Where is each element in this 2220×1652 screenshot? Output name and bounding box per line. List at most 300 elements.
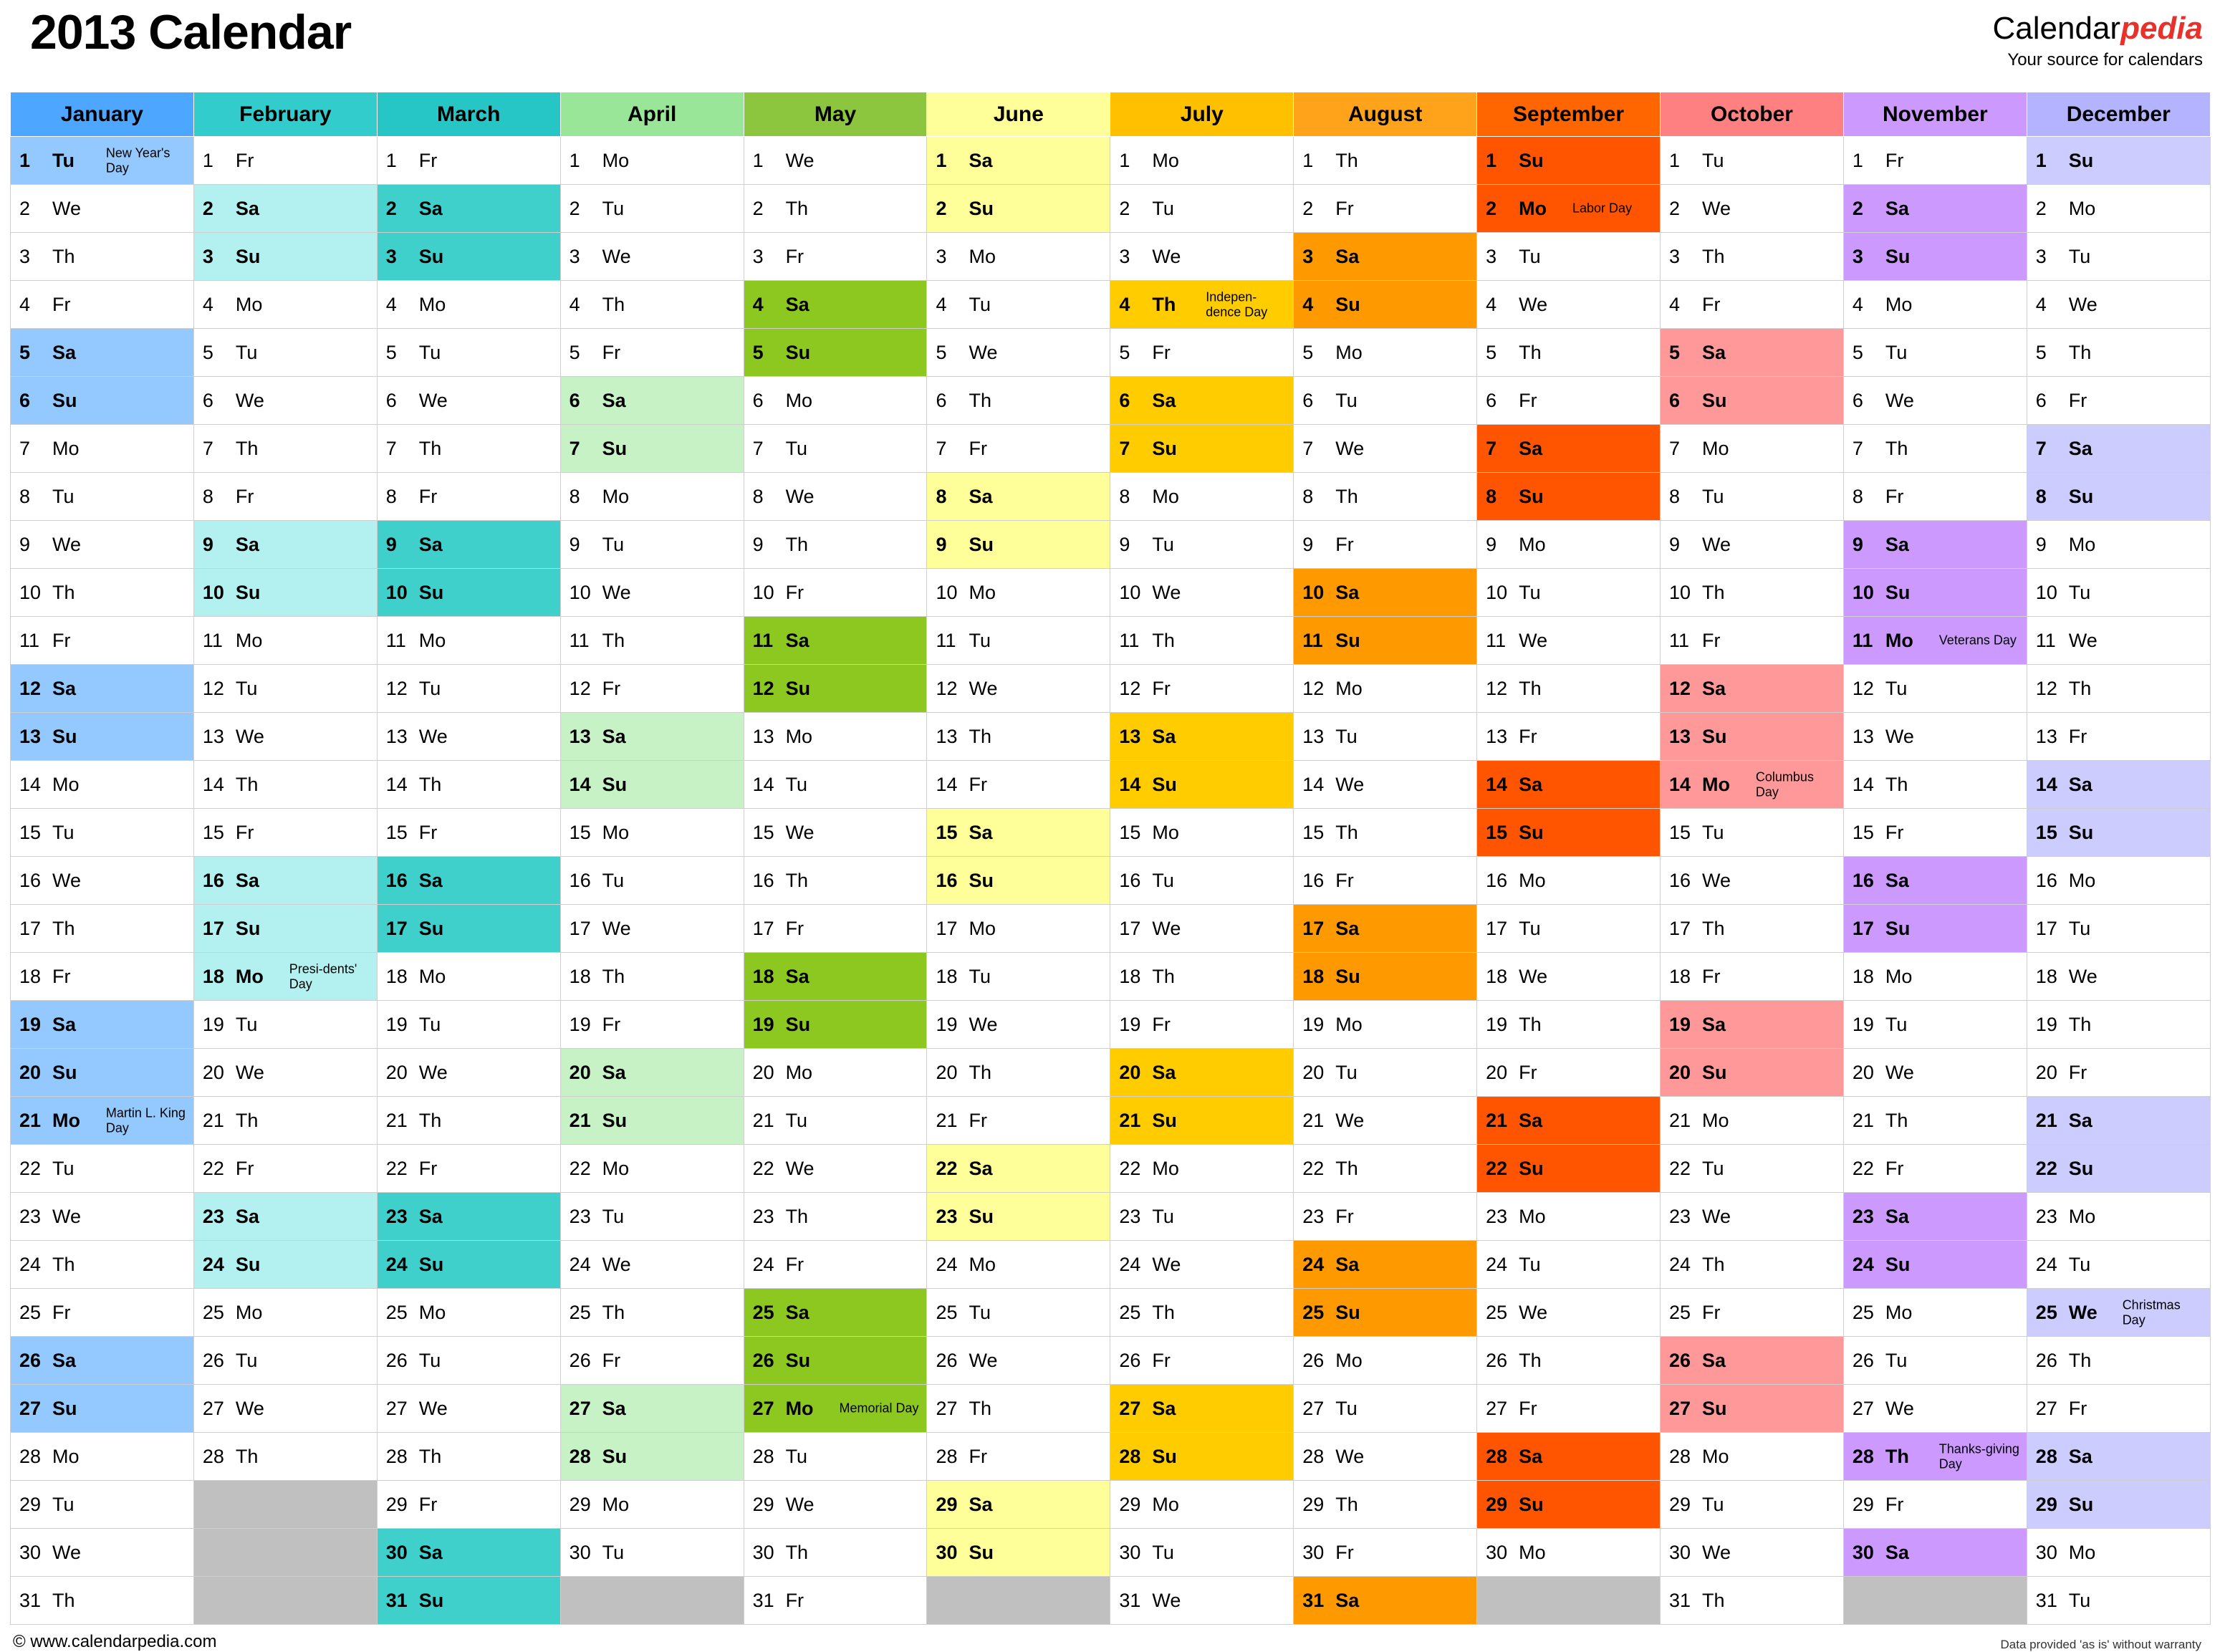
day-of-week: Su xyxy=(1519,821,1544,843)
day-of-week: Th xyxy=(1519,1013,1542,1035)
day-number: 5 xyxy=(1669,341,1681,363)
day-cell-content xyxy=(1294,378,1476,424)
day-row xyxy=(11,425,2211,473)
day-cell-content xyxy=(927,282,1110,328)
day-cell-empty xyxy=(193,1481,377,1529)
day-of-week: Su xyxy=(1885,581,1911,603)
day-cell-content xyxy=(1294,810,1476,856)
day-cell-content xyxy=(378,282,560,328)
day-cell-content xyxy=(1661,666,1843,712)
day-number: 28 xyxy=(1486,1445,1508,1467)
day-cell-content xyxy=(1661,714,1843,760)
day-of-week: We xyxy=(785,149,815,171)
day-cell xyxy=(744,137,927,185)
day-cell-content xyxy=(1661,522,1843,568)
day-of-week: Tu xyxy=(235,677,258,699)
day-of-week: We xyxy=(1519,293,1548,315)
day-number: 8 xyxy=(936,485,947,507)
day-of-week: Fr xyxy=(785,1253,804,1275)
day-cell xyxy=(560,761,744,809)
day-number: 19 xyxy=(202,1013,224,1035)
day-of-week: Th xyxy=(785,533,809,555)
day-of-week: Th xyxy=(785,197,809,219)
day-cell-content xyxy=(1844,1242,2027,1288)
day-cell xyxy=(927,1049,1110,1097)
day-cell-content xyxy=(1661,858,1843,904)
day-cell-content xyxy=(11,522,193,568)
day-number: 30 xyxy=(1486,1541,1508,1563)
day-of-week: We xyxy=(418,389,448,411)
day-cell xyxy=(1110,1001,1294,1049)
day-number: 1 xyxy=(569,149,580,171)
day-of-week: Mo xyxy=(235,629,263,651)
day-cell-content xyxy=(11,858,193,904)
day-of-week: Tu xyxy=(1335,1061,1358,1083)
day-of-week: Th xyxy=(418,1445,442,1467)
day-of-week: We xyxy=(2068,293,2098,315)
day-cell xyxy=(2027,1241,2210,1289)
day-of-week: Tu xyxy=(52,1493,75,1515)
day-cell-content xyxy=(1661,1194,1843,1240)
day-number: 12 xyxy=(936,677,958,699)
day-number: 27 xyxy=(569,1397,591,1419)
day-of-week: We xyxy=(1335,1445,1365,1467)
day-number: 9 xyxy=(1119,533,1130,555)
day-of-week: We xyxy=(1885,1397,1914,1419)
year-calendar-table xyxy=(10,92,2211,1625)
day-cell-content xyxy=(1661,282,1843,328)
day-of-week: Th xyxy=(2068,1013,2092,1035)
day-cell-content xyxy=(1477,426,1660,472)
day-of-week: Su xyxy=(785,1349,811,1371)
day-cell xyxy=(193,521,377,569)
day-cell-content xyxy=(1844,378,2027,424)
day-number: 11 xyxy=(569,629,590,651)
day-number: 16 xyxy=(1119,869,1141,891)
day-number: 29 xyxy=(752,1493,774,1515)
day-row xyxy=(11,1001,2211,1049)
day-of-week: Tu xyxy=(52,149,75,171)
day-number: 17 xyxy=(569,917,591,939)
day-number: 25 xyxy=(2035,1301,2057,1323)
day-number: 30 xyxy=(1852,1541,1874,1563)
day-cell xyxy=(560,329,744,377)
day-cell-content xyxy=(1661,906,1843,952)
day-cell-content xyxy=(1661,1481,1843,1528)
day-number: 30 xyxy=(936,1541,958,1563)
day-cell-content xyxy=(1294,1194,1476,1240)
day-number: 13 xyxy=(202,725,224,747)
day-of-week: We xyxy=(235,725,264,747)
day-of-week: Th xyxy=(2068,1349,2092,1371)
day-of-week: Th xyxy=(418,437,442,459)
day-cell-content xyxy=(1661,1050,1843,1096)
day-cell xyxy=(377,905,560,953)
day-cell xyxy=(1661,857,1844,905)
day-cell xyxy=(2027,569,2210,617)
day-of-week: We xyxy=(418,725,448,747)
day-cell xyxy=(1294,281,1477,329)
day-cell xyxy=(1661,1145,1844,1193)
day-of-week: Sa xyxy=(785,965,809,987)
day-cell xyxy=(2027,473,2210,521)
day-cell-content xyxy=(927,1290,1110,1336)
day-of-week: Su xyxy=(1702,1397,1727,1419)
day-cell xyxy=(1110,905,1294,953)
day-number: 17 xyxy=(1302,917,1325,939)
day-of-week: Fr xyxy=(1335,1205,1354,1227)
day-number: 10 xyxy=(19,581,42,603)
day-of-week: Sa xyxy=(235,869,259,891)
day-number: 24 xyxy=(385,1253,408,1275)
day-cell-content xyxy=(378,1098,560,1144)
day-cell xyxy=(560,1289,744,1337)
day-cell xyxy=(1661,1097,1844,1145)
day-number: 19 xyxy=(2035,1013,2057,1035)
day-of-week: Fr xyxy=(1152,341,1171,363)
day-cell xyxy=(1843,1001,2027,1049)
day-cell xyxy=(1294,1097,1477,1145)
day-of-week: Fr xyxy=(52,293,71,315)
day-cell xyxy=(1477,857,1661,905)
day-number: 1 xyxy=(202,149,213,171)
day-number: 22 xyxy=(1486,1157,1508,1179)
day-cell xyxy=(1294,233,1477,281)
day-cell-content xyxy=(1294,618,1476,664)
day-cell xyxy=(744,281,927,329)
day-cell xyxy=(1843,857,2027,905)
day-cell-content xyxy=(1110,522,1293,568)
day-cell xyxy=(193,905,377,953)
day-cell xyxy=(11,1049,194,1097)
day-of-week: Sa xyxy=(1885,869,1909,891)
day-of-week: Su xyxy=(1152,1445,1177,1467)
day-of-week: Fr xyxy=(418,1493,438,1515)
day-cell xyxy=(1661,1577,1844,1625)
day-cell-content xyxy=(744,1098,927,1144)
day-number: 17 xyxy=(19,917,42,939)
day-of-week: Fr xyxy=(2068,1397,2087,1419)
day-cell-content xyxy=(194,426,377,472)
day-cell-content xyxy=(11,1529,193,1576)
day-of-week: Tu xyxy=(602,1205,625,1227)
day-cell-content xyxy=(744,570,927,616)
day-cell xyxy=(1477,233,1661,281)
day-cell xyxy=(193,1337,377,1385)
day-cell xyxy=(744,473,927,521)
day-cell xyxy=(1661,1193,1844,1241)
day-of-week: Tu xyxy=(602,869,625,891)
day-number: 1 xyxy=(752,149,764,171)
day-number: 16 xyxy=(19,869,42,891)
day-cell-content xyxy=(378,138,560,184)
day-of-week: Mo xyxy=(1519,1541,1546,1563)
day-cell-content xyxy=(927,954,1110,1000)
day-of-week: Fr xyxy=(52,965,71,987)
day-cell-content xyxy=(194,906,377,952)
day-cell-content xyxy=(1844,234,2027,280)
day-of-week: Sa xyxy=(785,629,809,651)
day-number: 19 xyxy=(1486,1013,1508,1035)
day-row xyxy=(11,1481,2211,1529)
day-number: 10 xyxy=(1852,581,1874,603)
day-of-week: Tu xyxy=(1152,197,1174,219)
brand-tagline: Your source for calendars xyxy=(2007,50,2203,70)
day-cell-content xyxy=(1844,1529,2027,1576)
day-of-week: We xyxy=(1519,965,1548,987)
day-cell-content xyxy=(1110,1529,1293,1576)
day-number: 20 xyxy=(1852,1061,1874,1083)
month-header-april: April xyxy=(560,92,744,137)
day-cell-content xyxy=(378,186,560,232)
day-of-week: Tu xyxy=(969,965,991,987)
day-number: 8 xyxy=(752,485,764,507)
day-cell xyxy=(193,473,377,521)
day-cell-content xyxy=(1110,858,1293,904)
day-cell-content xyxy=(1110,762,1293,808)
day-number: 11 xyxy=(1302,629,1323,651)
day-of-week: Mo xyxy=(785,1061,813,1083)
day-number: 12 xyxy=(569,677,591,699)
day-cell-content xyxy=(2027,234,2210,280)
day-number: 25 xyxy=(19,1301,42,1323)
day-cell xyxy=(560,905,744,953)
day-cell-content xyxy=(744,762,927,808)
day-cell xyxy=(2027,1577,2210,1625)
day-cell xyxy=(193,1001,377,1049)
day-cell-content xyxy=(561,1050,744,1096)
day-of-week: Mo xyxy=(52,773,80,795)
day-number: 18 xyxy=(1669,965,1691,987)
day-cell xyxy=(1843,1145,2027,1193)
day-row xyxy=(11,473,2211,521)
day-cell-content xyxy=(2027,1146,2210,1192)
day-row xyxy=(11,281,2211,329)
day-number: 27 xyxy=(2035,1397,2057,1419)
day-number: 27 xyxy=(1302,1397,1325,1419)
day-cell-content xyxy=(1110,1194,1293,1240)
day-cell-content xyxy=(194,762,377,808)
day-cell-content xyxy=(561,234,744,280)
day-row xyxy=(11,329,2211,377)
day-cell-content xyxy=(1661,186,1843,232)
day-cell xyxy=(1294,425,1477,473)
day-number: 6 xyxy=(936,389,947,411)
day-of-week: Fr xyxy=(1152,1349,1171,1371)
day-cell xyxy=(1661,521,1844,569)
day-cell-content xyxy=(1294,1290,1476,1336)
day-of-week: Th xyxy=(1885,1445,1909,1467)
day-cell xyxy=(193,569,377,617)
day-number: 2 xyxy=(1486,197,1497,219)
day-cell-content xyxy=(1110,618,1293,664)
day-cell-content xyxy=(1844,1002,2027,1048)
day-cell-content xyxy=(2027,1290,2210,1336)
day-cell-content xyxy=(378,1338,560,1384)
day-number: 8 xyxy=(1486,485,1497,507)
day-cell xyxy=(1294,521,1477,569)
day-number: 24 xyxy=(2035,1253,2057,1275)
day-number: 7 xyxy=(569,437,580,459)
day-cell-content xyxy=(1844,762,2027,808)
day-of-week: Fr xyxy=(1152,1013,1171,1035)
day-cell xyxy=(1661,1241,1844,1289)
day-number: 27 xyxy=(752,1397,774,1419)
day-number: 4 xyxy=(1486,293,1497,315)
day-number: 9 xyxy=(936,533,947,555)
day-cell xyxy=(1661,1481,1844,1529)
day-cell xyxy=(1661,137,1844,185)
day-number: 8 xyxy=(202,485,213,507)
day-number: 13 xyxy=(1302,725,1325,747)
day-cell-content xyxy=(1661,1577,1843,1624)
day-cell-content xyxy=(1844,522,2027,568)
day-cell-content xyxy=(2027,474,2210,520)
day-of-week: Tu xyxy=(785,437,808,459)
day-cell xyxy=(1843,665,2027,713)
day-number: 8 xyxy=(569,485,580,507)
day-cell-content xyxy=(11,1146,193,1192)
day-number: 15 xyxy=(752,821,774,843)
day-cell xyxy=(193,617,377,665)
day-of-week: Sa xyxy=(1702,1013,1726,1035)
day-of-week: Mo xyxy=(1519,197,1547,219)
day-of-week: Sa xyxy=(1152,725,1176,747)
day-of-week: Tu xyxy=(2068,917,2091,939)
day-of-week: Fr xyxy=(602,1013,621,1035)
day-number: 5 xyxy=(2035,341,2047,363)
day-cell xyxy=(11,377,194,425)
day-number: 22 xyxy=(2035,1157,2057,1179)
day-cell xyxy=(1477,1433,1661,1481)
day-of-week: We xyxy=(1152,1253,1181,1275)
day-cell-content xyxy=(11,618,193,664)
day-number: 3 xyxy=(2035,245,2047,267)
day-of-week: We xyxy=(1152,245,1181,267)
day-number: 29 xyxy=(385,1493,408,1515)
day-cell xyxy=(1843,329,2027,377)
month-header-may: May xyxy=(744,92,927,137)
day-number: 11 xyxy=(1119,629,1140,651)
day-cell xyxy=(1110,137,1294,185)
day-cell-content xyxy=(744,1434,927,1480)
holiday-label: Labor Day xyxy=(1572,201,1633,216)
day-of-week: Mo xyxy=(602,821,630,843)
day-cell xyxy=(1110,617,1294,665)
day-cell xyxy=(2027,1193,2210,1241)
day-number: 4 xyxy=(1852,293,1863,315)
day-number: 9 xyxy=(385,533,397,555)
day-of-week: Mo xyxy=(1335,341,1363,363)
day-cell-content xyxy=(11,1194,193,1240)
day-of-week: Su xyxy=(52,389,77,411)
day-number: 5 xyxy=(202,341,213,363)
day-cell xyxy=(1294,713,1477,761)
day-cell-content xyxy=(561,426,744,472)
day-number: 11 xyxy=(385,629,406,651)
day-of-week: Sa xyxy=(1885,1205,1909,1227)
day-cell xyxy=(560,473,744,521)
day-of-week: Mo xyxy=(785,725,813,747)
day-number: 25 xyxy=(1486,1301,1508,1323)
day-cell-content xyxy=(1844,1338,2027,1384)
day-number: 28 xyxy=(1852,1445,1874,1467)
day-number: 15 xyxy=(936,821,958,843)
day-number: 13 xyxy=(19,725,42,747)
day-of-week: Tu xyxy=(1702,1493,1724,1515)
day-cell xyxy=(560,1433,744,1481)
day-number: 25 xyxy=(752,1301,774,1323)
day-cell-content xyxy=(2027,522,2210,568)
day-cell xyxy=(744,809,927,857)
day-cell xyxy=(560,1193,744,1241)
day-number: 23 xyxy=(1486,1205,1508,1227)
day-cell xyxy=(1294,473,1477,521)
day-of-week: Th xyxy=(1335,149,1358,171)
day-cell xyxy=(1661,761,1844,809)
day-cell-empty xyxy=(560,1577,744,1625)
day-number: 5 xyxy=(1302,341,1314,363)
day-number: 19 xyxy=(752,1013,774,1035)
day-of-week: Sa xyxy=(602,1397,626,1419)
day-number: 21 xyxy=(385,1109,408,1131)
day-row xyxy=(11,617,2211,665)
day-of-week: We xyxy=(1702,1541,1731,1563)
day-of-week: Fr xyxy=(785,245,804,267)
day-of-week: Tu xyxy=(2068,581,2091,603)
day-of-week: Su xyxy=(1885,917,1911,939)
day-cell xyxy=(1843,377,2027,425)
day-of-week: Th xyxy=(1702,917,1725,939)
day-cell xyxy=(193,425,377,473)
month-header-january: January xyxy=(11,92,194,137)
day-cell xyxy=(1477,809,1661,857)
day-number: 7 xyxy=(202,437,213,459)
day-number: 3 xyxy=(569,245,580,267)
day-cell-content xyxy=(1844,1434,2027,1480)
day-of-week: Th xyxy=(52,245,75,267)
day-cell xyxy=(1294,1337,1477,1385)
day-number: 28 xyxy=(1302,1445,1325,1467)
day-number: 18 xyxy=(1119,965,1141,987)
day-cell xyxy=(927,1529,1110,1577)
day-cell-content xyxy=(1844,858,2027,904)
day-number: 29 xyxy=(1669,1493,1691,1515)
day-of-week: We xyxy=(1519,629,1548,651)
day-of-week: Th xyxy=(1152,965,1175,987)
day-number: 20 xyxy=(1486,1061,1508,1083)
day-of-week: Sa xyxy=(969,1157,993,1179)
day-cell-content xyxy=(1477,474,1660,520)
day-number: 30 xyxy=(1302,1541,1325,1563)
day-cell-content xyxy=(2027,1002,2210,1048)
day-cell xyxy=(927,1289,1110,1337)
day-cell xyxy=(377,617,560,665)
day-cell xyxy=(1477,617,1661,665)
day-cell-content xyxy=(1477,138,1660,184)
day-cell xyxy=(560,281,744,329)
day-cell-content xyxy=(1477,1050,1660,1096)
day-cell-content xyxy=(927,1338,1110,1384)
day-cell-content xyxy=(1110,426,1293,472)
day-cell-content xyxy=(2027,714,2210,760)
day-number: 4 xyxy=(385,293,397,315)
day-cell-content xyxy=(11,1481,193,1528)
day-number: 12 xyxy=(1119,677,1141,699)
day-cell xyxy=(1477,185,1661,233)
day-of-week: Th xyxy=(418,773,442,795)
day-cell-content xyxy=(1294,1146,1476,1192)
